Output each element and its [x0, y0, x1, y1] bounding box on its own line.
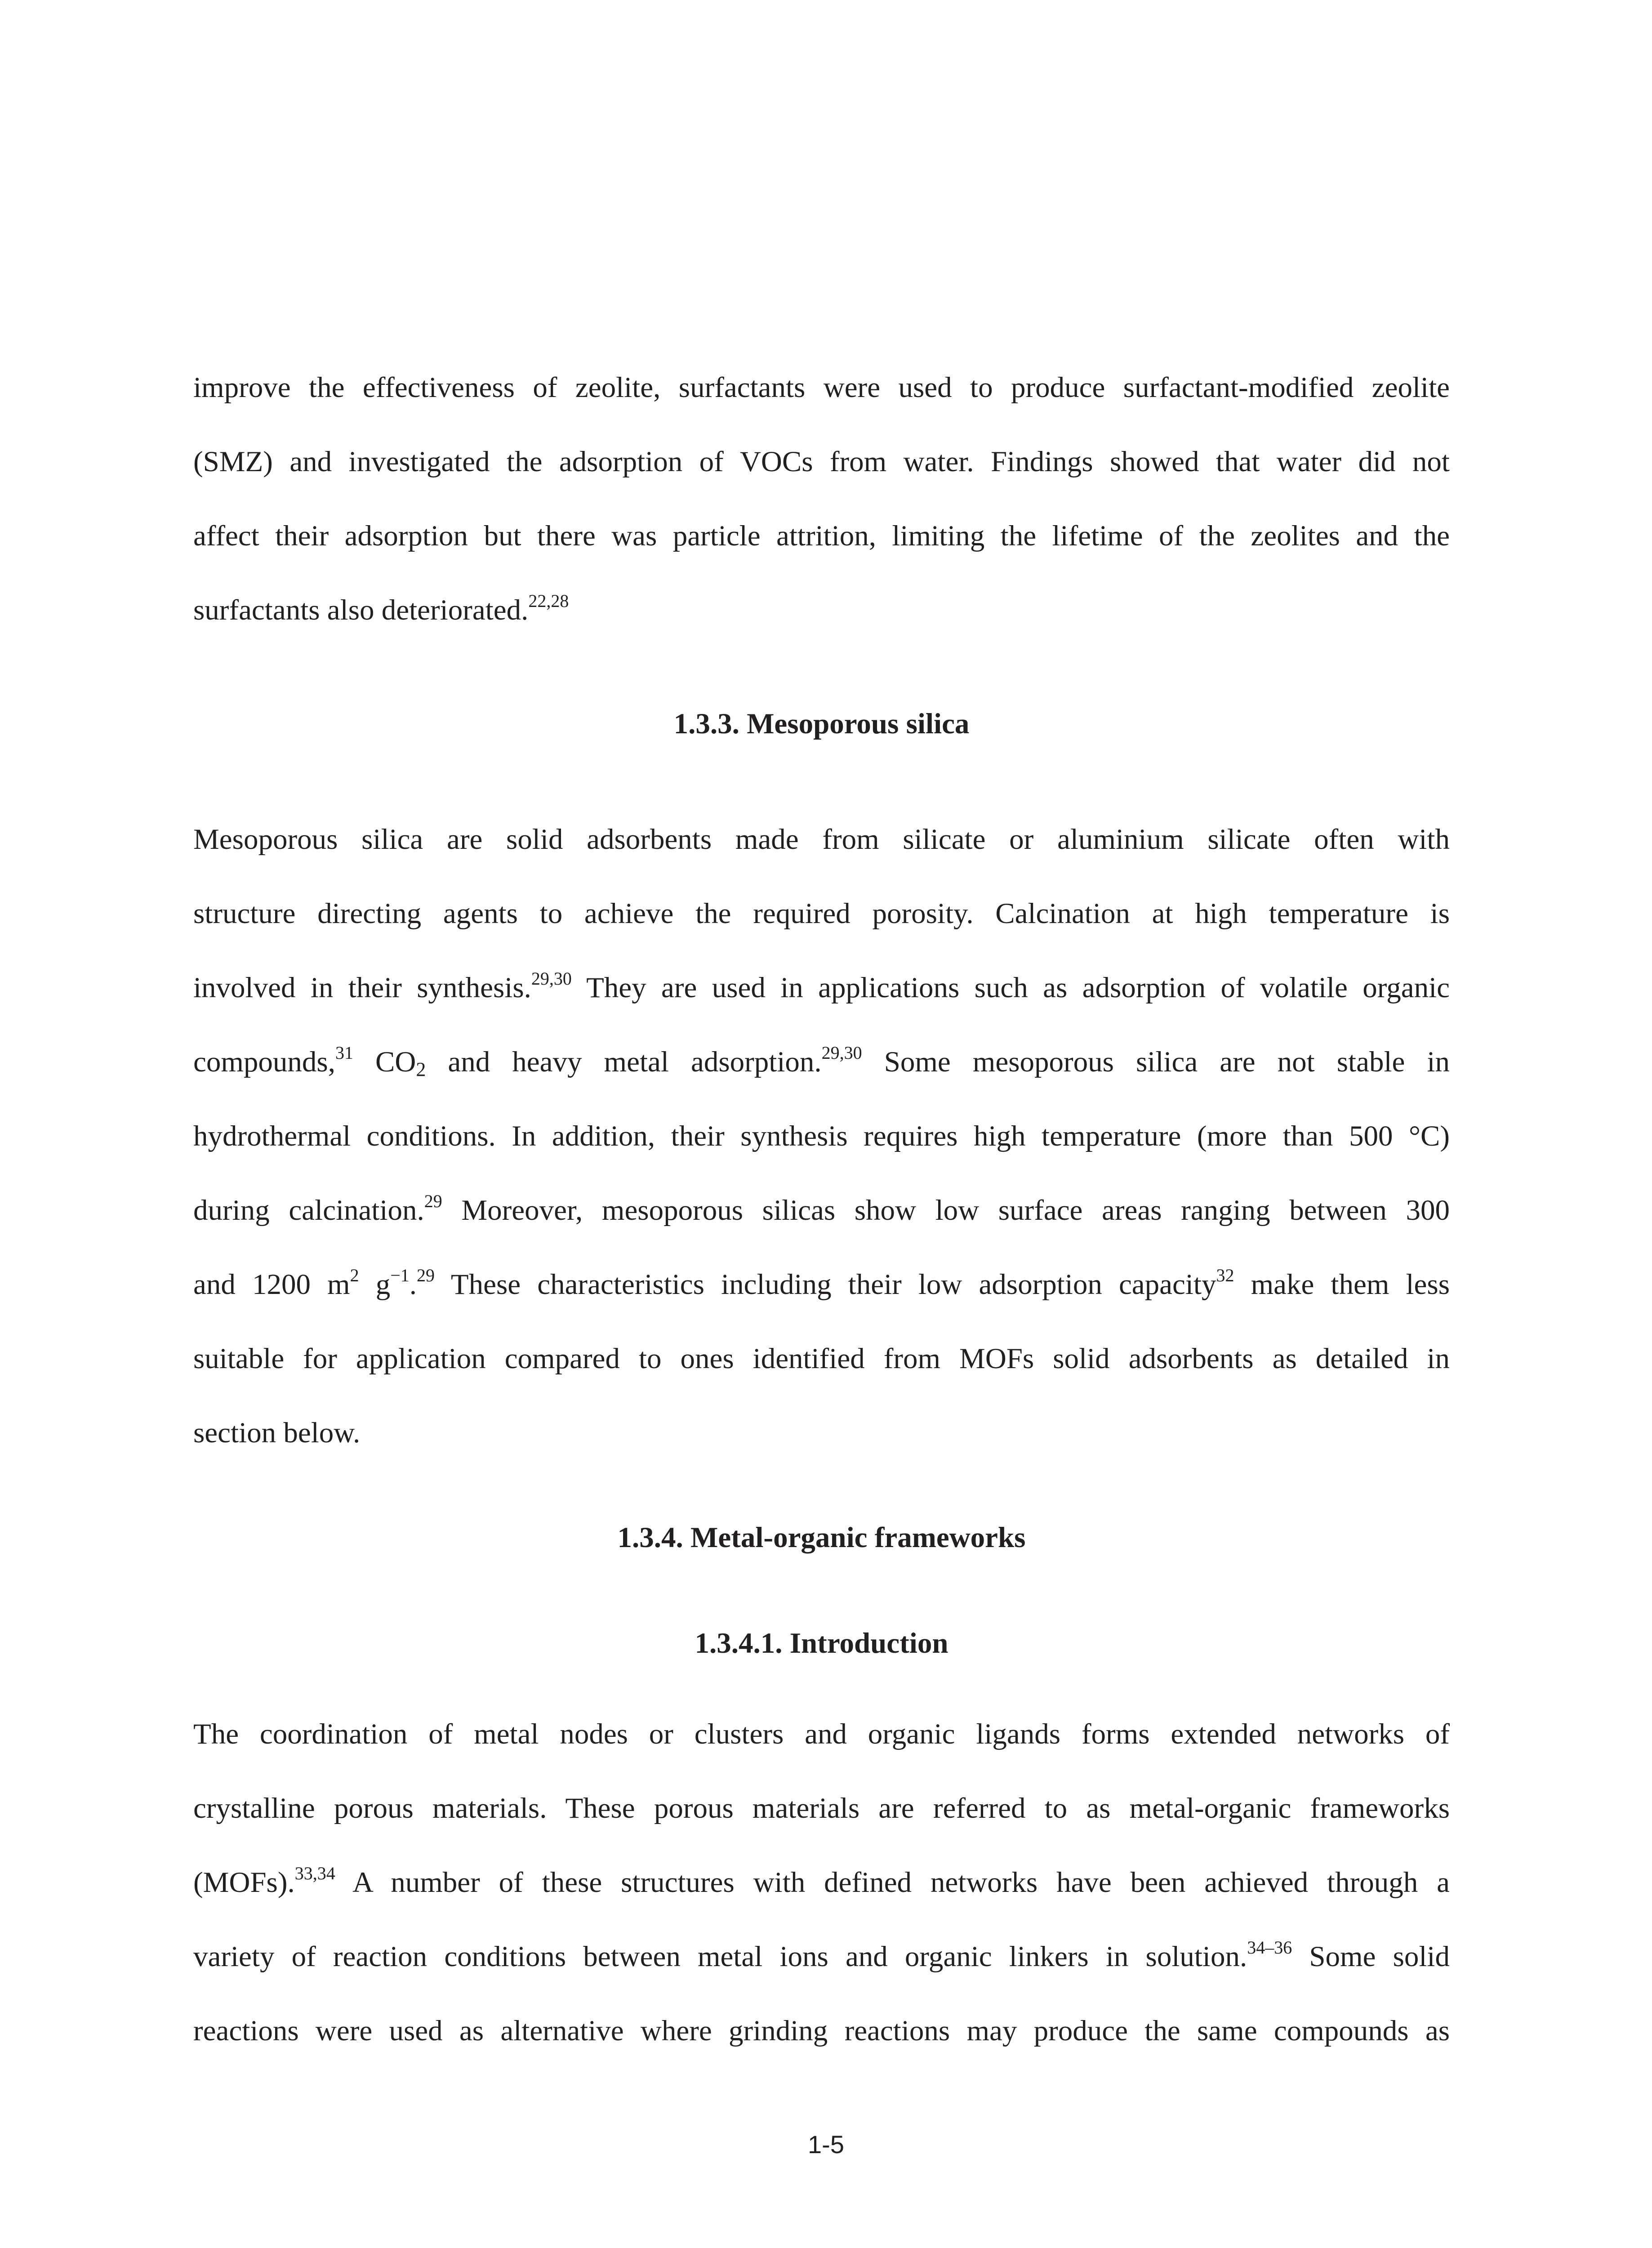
text-fragment: Some solid	[1292, 1940, 1450, 1973]
chemical-subscript: 2	[416, 1058, 426, 1080]
text-line	[193, 1248, 1450, 1322]
text-line	[193, 1846, 1450, 1920]
text-fragment: make them less	[1234, 1268, 1450, 1301]
text-fragment: and 1200 m	[193, 1268, 350, 1301]
subsection-heading-introduction: 1.3.4.1. Introduction	[695, 1627, 948, 1659]
text-fragment: involved in their synthesis.	[193, 972, 531, 1004]
text-line: section below.	[193, 1417, 361, 1449]
text-line	[193, 573, 1450, 647]
paragraph-mof-introduction	[193, 1697, 1450, 2068]
citation-reference: 29,30	[821, 1043, 862, 1063]
text-fragment: g	[359, 1268, 391, 1301]
text-fragment: CO	[353, 1046, 416, 1078]
citation-reference: 29,30	[531, 968, 572, 989]
citation-reference: 29	[424, 1191, 442, 1211]
section-heading-metal-organic-frameworks: 1.3.4. Metal-organic frameworks	[617, 1521, 1026, 1554]
section-heading-mesoporous-silica: 1.3.3. Mesoporous silica	[673, 708, 970, 740]
paragraph-mesoporous-silica	[193, 803, 1450, 1470]
text-line: suitable for application compared to ones identified from MOFs solid adsorbents as detailed in	[193, 1343, 1450, 1375]
text-fragment: They are used in applications such as adsorption of volatile organic	[571, 972, 1450, 1004]
text-fragment: A number of these structures with defined networks have been achieved through a	[335, 1866, 1450, 1899]
text-fragment: Some mesoporous silica are not stable in	[862, 1046, 1450, 1078]
text-line: reactions were used as alternative where grinding reactions may produce the same compounds as	[193, 2015, 1450, 2047]
text-fragment: surfactants also deteriorated.	[193, 594, 529, 626]
citation-reference: 22,28	[528, 591, 569, 611]
text-line: structure directing agents to achieve the required porosity. Calcination at high temperature is	[193, 897, 1450, 930]
unit-superscript: −1	[390, 1265, 410, 1285]
citation-reference: 29	[417, 1265, 435, 1285]
text-line: improve the effectiveness of zeolite, surfactants were used to produce surfactant-modified zeolite	[193, 371, 1450, 404]
unit-superscript: 2	[350, 1265, 359, 1285]
text-fragment: and heavy metal adsorption.	[426, 1046, 822, 1078]
text-fragment: (MOFs).	[193, 1866, 295, 1899]
text-fragment: compounds,	[193, 1046, 335, 1078]
citation-reference: 31	[335, 1043, 353, 1063]
text-fragment: during calcination.	[193, 1194, 424, 1227]
text-line: Mesoporous silica are solid adsorbents made from silicate or aluminium silicate often with	[193, 823, 1450, 856]
citation-reference: 33,34	[294, 1863, 335, 1883]
text-line: crystalline porous materials. These porous materials are referred to as metal-organic frameworks	[193, 1792, 1450, 1824]
text-line	[193, 1173, 1450, 1248]
text-fragment: .	[409, 1268, 417, 1301]
citation-reference: 32	[1216, 1265, 1234, 1285]
text-fragment: These characteristics including their low adsorption capacity	[435, 1268, 1216, 1301]
text-line: affect their adsorption but there was particle attrition, limiting the lifetime of the zeolites and the	[193, 520, 1450, 552]
text-line: hydrothermal conditions. In addition, their synthesis requires high temperature (more than 500 °C)	[193, 1120, 1450, 1152]
paragraph-zeolite-continuation	[193, 351, 1450, 647]
text-line: (SMZ) and investigated the adsorption of VOCs from water. Findings showed that water did not	[193, 446, 1450, 478]
text-line	[193, 951, 1450, 1025]
text-fragment: Moreover, mesoporous silicas show low surface areas ranging between 300	[442, 1194, 1450, 1227]
text-line	[193, 1025, 1450, 1099]
citation-reference: 34–36	[1247, 1937, 1292, 1958]
text-line	[193, 1920, 1450, 1994]
text-fragment: variety of reaction conditions between metal ions and organic linkers in solution.	[193, 1940, 1247, 1973]
text-line: The coordination of metal nodes or clusters and organic ligands forms extended networks of	[193, 1718, 1450, 1750]
page-number: 1-5	[808, 2130, 844, 2159]
